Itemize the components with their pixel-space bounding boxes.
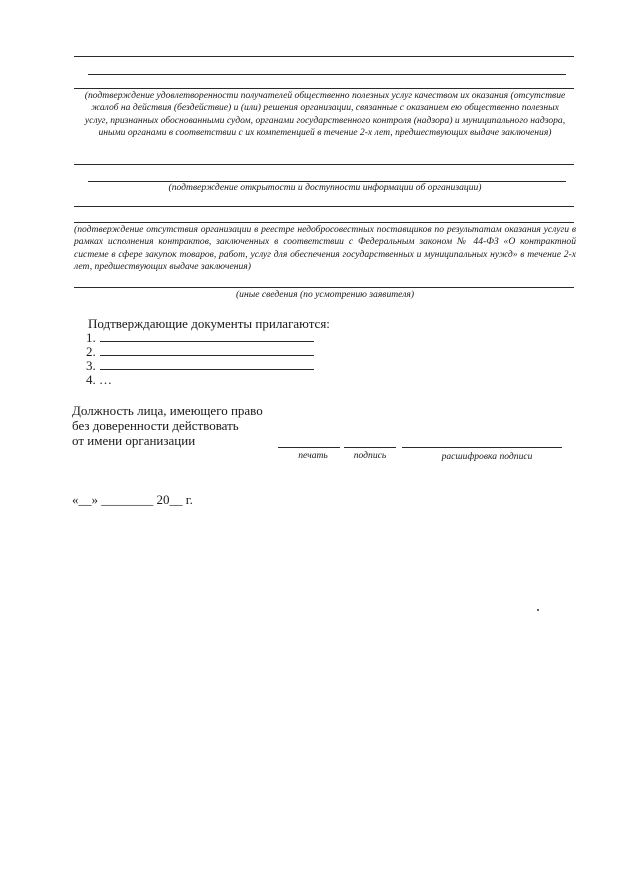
caption-information-openness: (подтверждение открытости и доступности информации об организации) [168,182,482,193]
position-line-3: от имени организации [72,433,196,448]
position-line-2: без доверенности действовать [72,418,239,433]
attachment-number: 2. [86,344,96,359]
stamp-caption: печать [298,450,328,461]
fill-line [88,74,566,75]
date-line: «__» ________ 20__ г. [72,492,193,507]
attachment-fill-line [100,330,314,342]
scan-speck [537,609,539,611]
attachment-item-2 [86,344,314,359]
stamp-line [278,447,340,448]
fill-line [74,164,574,165]
fill-line [74,88,574,89]
caption-services-satisfaction: (подтверждение удовлетворенности получателей общественно полезных услуг качеством их оказания (отсутствие жалоб на действия (бездействие) и (или) решения организации, связанные с оказанием ею общественно полезных услуг, признанных обоснованными судом, органами государственного контроля (надзора) и муниципального надзора, иными органами в соответствии с их компетенцией в течение 2-х лет, предшествующих выдаче заключения) [84,90,566,139]
fill-line [74,287,574,288]
fill-line [74,56,574,57]
signature-line [344,447,396,448]
attachment-item-3 [86,358,314,373]
attachment-item-1 [86,330,314,345]
position-line-1: Должность лица, имеющего право [72,403,263,418]
caption-registry-absence: (подтверждение отсутствия организации в реестре недобросовестных поставщиков по результатам оказания услуги в рамках исполнения контрактов, заключенных в соответствии с Федеральным законом № 44-ФЗ «О контрактной системе в сфере закупок товаров, работ, услуг для обеспечения государственных и муниципальных нужд» в течение 2-х лет, предшествующих выдаче заключения) [74,224,576,273]
attachment-number: 3. [86,358,96,373]
caption-other-info: (иные сведения (по усмотрению заявителя) [235,289,415,300]
decoding-line [402,447,562,448]
attachment-fill-line [100,358,314,370]
attachments-heading: Подтверждающие документы прилагаются: [88,316,330,331]
attachment-item-4: 4. … [86,372,112,387]
fill-line [74,222,574,223]
attachment-fill-line [100,344,314,356]
signature-caption: подпись [353,450,387,461]
attachment-number: 1. [86,330,96,345]
decoding-caption: расшифровка подписи [441,451,533,462]
fill-line [74,206,574,207]
